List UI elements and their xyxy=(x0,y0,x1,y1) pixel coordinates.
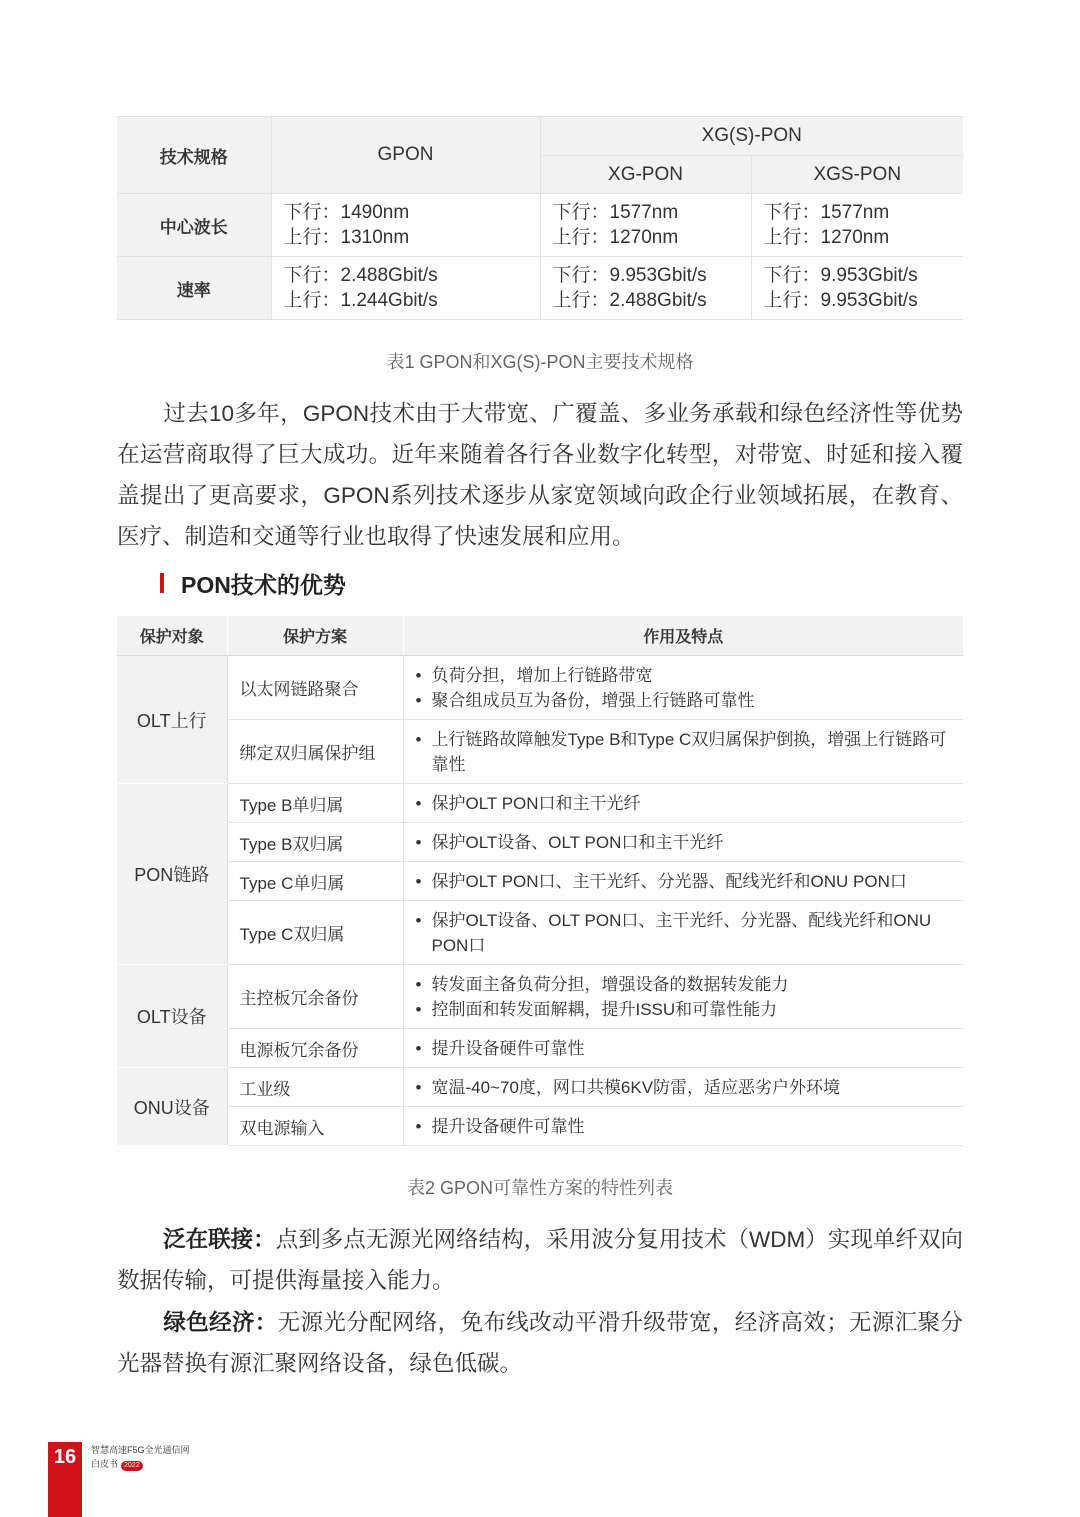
protect-object: OLT上行 xyxy=(117,656,227,784)
table2-caption: 表2 GPON可靠性方案的特性列表 xyxy=(406,1178,674,1198)
feature-list: • 提升设备硬件可靠性 xyxy=(403,1107,963,1146)
table-row xyxy=(117,965,963,1029)
row-label: 速率 xyxy=(117,257,271,320)
advantage-paragraph: 绿色经济：无源光分配网络，免布线改动平滑升级带宽，经济高效；无源汇聚分光器替换有源汇聚网络设备，绿色低碳。 xyxy=(117,1310,963,1376)
table-row xyxy=(117,823,963,862)
protect-object: PON链路 xyxy=(117,784,227,965)
feature-list: • 提升设备硬件可靠性 xyxy=(403,1029,963,1068)
table-row xyxy=(117,1107,963,1146)
table-cell: 下行：1490nm 上行：1310nm xyxy=(271,194,540,257)
section-heading: PON技术的优势 xyxy=(160,566,346,600)
table-row xyxy=(117,784,963,823)
protect-scheme: 以太网链路聚合 xyxy=(227,656,403,720)
col-header-features: 作用及特点 xyxy=(403,616,963,656)
protect-scheme: 双电源输入 xyxy=(227,1107,403,1146)
table-cell: 下行：9.953Gbit/s 上行：2.488Gbit/s xyxy=(540,257,751,320)
table-row xyxy=(117,862,963,901)
footer-subtitle: 白皮书 2022 xyxy=(91,1457,143,1471)
col-header-object: 保护对象 xyxy=(117,616,227,656)
xgspon-header: XGS-PON xyxy=(751,156,963,194)
table-row xyxy=(117,1068,963,1107)
table-row xyxy=(117,656,963,720)
table-row xyxy=(117,1029,963,1068)
spec-table xyxy=(117,116,963,320)
protect-scheme: Type C双归属 xyxy=(227,901,403,965)
table-row xyxy=(117,720,963,784)
section-marker xyxy=(160,573,164,593)
row-label: 中心波长 xyxy=(117,194,271,257)
feature-list: • 保护OLT PON口和主干光纤 xyxy=(403,784,963,823)
protect-scheme: 电源板冗余备份 xyxy=(227,1029,403,1068)
xgpon-header: XG-PON xyxy=(540,156,751,194)
protect-scheme: 工业级 xyxy=(227,1068,403,1107)
reliability-table xyxy=(117,616,963,1146)
table-row xyxy=(117,901,963,965)
table-cell: 下行：2.488Gbit/s 上行：1.244Gbit/s xyxy=(271,257,540,320)
table-cell: 下行：1577nm 上行：1270nm xyxy=(540,194,751,257)
spec-header: 技术规格 xyxy=(117,117,271,194)
xgspon-group-header: XG(S)-PON xyxy=(540,117,963,156)
table-row xyxy=(117,257,963,320)
protect-scheme: 主控板冗余备份 xyxy=(227,965,403,1029)
feature-list: • 保护OLT设备、OLT PON口和主干光纤 xyxy=(403,823,963,862)
feature-list: • 保护OLT PON口、主干光纤、分光器、配线光纤和ONU PON口 xyxy=(403,862,963,901)
advantage-paragraph: 泛在联接：点到多点无源光网络结构，采用波分复用技术（WDM）实现单纤双向数据传输，可提供海量接入能力。 xyxy=(117,1227,963,1293)
feature-list: • 保护OLT设备、OLT PON口、主干光纤、分光器、配线光纤和ONU PON口 xyxy=(403,901,963,965)
protect-scheme: Type B单归属 xyxy=(227,784,403,823)
feature-list: • 宽温-40~70度，网口共模6KV防雷，适应恶劣户外环境 xyxy=(403,1068,963,1107)
footer-title: 智慧高速F5G全光通信网 xyxy=(91,1445,190,1455)
protect-object: OLT设备 xyxy=(117,965,227,1068)
protect-scheme: Type C单归属 xyxy=(227,862,403,901)
protect-object: ONU设备 xyxy=(117,1068,227,1146)
protect-scheme: Type B双归属 xyxy=(227,823,403,862)
feature-list: • 转发面主备负荷分担，增强设备的数据转发能力 • 控制面和转发面解耦，提升ISSU和可靠性能力 xyxy=(403,965,963,1029)
gpon-header: GPON xyxy=(271,117,540,194)
year-badge: 2022 xyxy=(121,1461,143,1471)
feature-list: • 负荷分担，增加上行链路带宽 • 聚合组成员互为备份，增强上行链路可靠性 xyxy=(403,656,963,720)
col-header-scheme: 保护方案 xyxy=(227,616,403,656)
table1-caption: 表1 GPON和XG(S)-PON主要技术规格 xyxy=(386,352,694,372)
page-number: 16 xyxy=(53,1446,77,1468)
intro-paragraph: 过去10多年，GPON技术由于大带宽、广覆盖、多业务承载和绿色经济性等优势在运营商取得了巨大成功。近年来随着各行各业数字化转型，对带宽、时延和接入覆盖提出了更高要求，GPON系列技术逐步从家宽领域向政企行业领域拓展，在教育、医疗、制造和交通等行业也取得了快速发展和应用。 xyxy=(117,401,963,549)
table-row xyxy=(117,194,963,257)
table-cell: 下行：9.953Gbit/s 上行：9.953Gbit/s xyxy=(751,257,963,320)
table-cell: 下行：1577nm 上行：1270nm xyxy=(751,194,963,257)
feature-list: • 上行链路故障触发Type B和Type C双归属保护倒换，增强上行链路可靠性 xyxy=(403,720,963,784)
protect-scheme: 绑定双归属保护组 xyxy=(227,720,403,784)
